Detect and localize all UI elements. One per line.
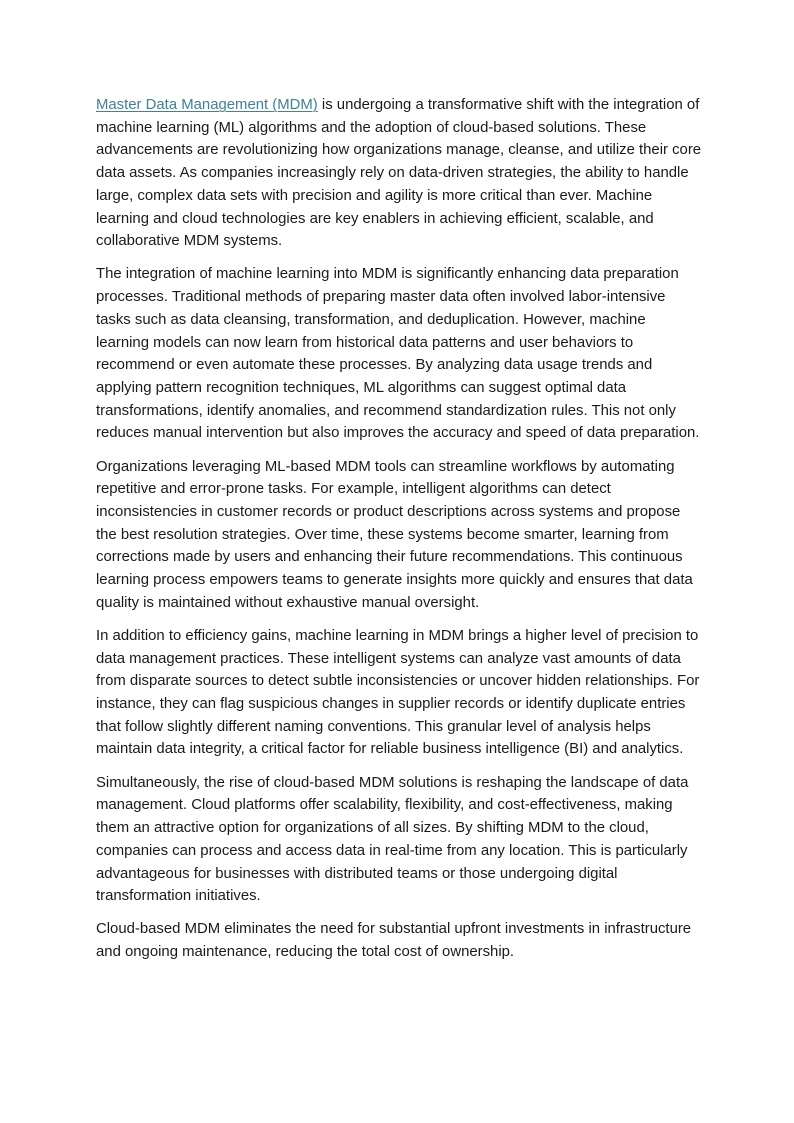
paragraph-intro-text: is undergoing a transformative shift with the integration of machine learning (ML) algorithms and the adoption of cloud-based solutions. These advancements are revolutionizing how organizations manage, cleanse, and utilize their core data assets. As companies increasingly rely on data-driven strategies, the ability to handle large, complex data sets with precision and agility is more critical than ever. Machine learning and cloud technologies are key enablers in achieving efficient, scalable, and collaborative MDM systems. [96,97,702,250]
document-body [96,94,702,974]
mdm-link[interactable]: Master Data Management (MDM) [96,97,318,113]
paragraph-ml-data-preparation: The integration of machine learning into MDM is significantly enhancing data preparation processes. Traditional methods of preparing master data often involved labor-intensive tasks such as data cleansing, transformation, and deduplication. However, machine learning models can now learn from historical data patterns and user behaviors to recommend or even automate these processes. By analyzing data usage trends and applying pattern recognition techniques, ML algorithms can suggest optimal data transformations, identify anomalies, and recommend standardization rules. This not only reduces manual intervention but also improves the accuracy and speed of data preparation. [96,266,700,442]
paragraph-intro [96,94,702,253]
paragraph-ml-workflows: Organizations leveraging ML-based MDM tools can streamline workflows by automating repetitive and error-prone tasks. For example, intelligent algorithms can detect inconsistencies in customer records or product descriptions across systems and propose the best resolution strategies. Over time, these systems become smarter, learning from corrections made by users and enhancing their future recommendations. This continuous learning process empowers teams to generate insights more quickly and ensures that data quality is maintained without exhaustive manual oversight. [96,458,693,611]
paragraph-ml-precision: In addition to efficiency gains, machine learning in MDM brings a higher level of precision to data management practices. These intelligent systems can analyze vast amounts of data from disparate sources to detect subtle inconsistencies or uncover hidden relationships. For instance, they can flag suspicious changes in supplier records or identify duplicate entries that follow slightly different naming conventions. This granular level of analysis helps maintain data integrity, a critical factor for reliable business intelligence (BI) and analytics. [96,627,700,758]
paragraph-cloud-mdm: Simultaneously, the rise of cloud-based MDM solutions is reshaping the landscape of data management. Cloud platforms offer scalability, flexibility, and cost-effectiveness, making them an attractive option for organizations of all sizes. By shifting MDM to the cloud, companies can process and access data in real-time from any location. This is particularly advantageous for businesses with distributed teams or those undergoing digital transformation initiatives. [96,774,689,905]
paragraph-cloud-cost: Cloud-based MDM eliminates the need for substantial upfront investments in infrastructure and ongoing maintenance, reducing the total cost of ownership. [96,921,692,961]
